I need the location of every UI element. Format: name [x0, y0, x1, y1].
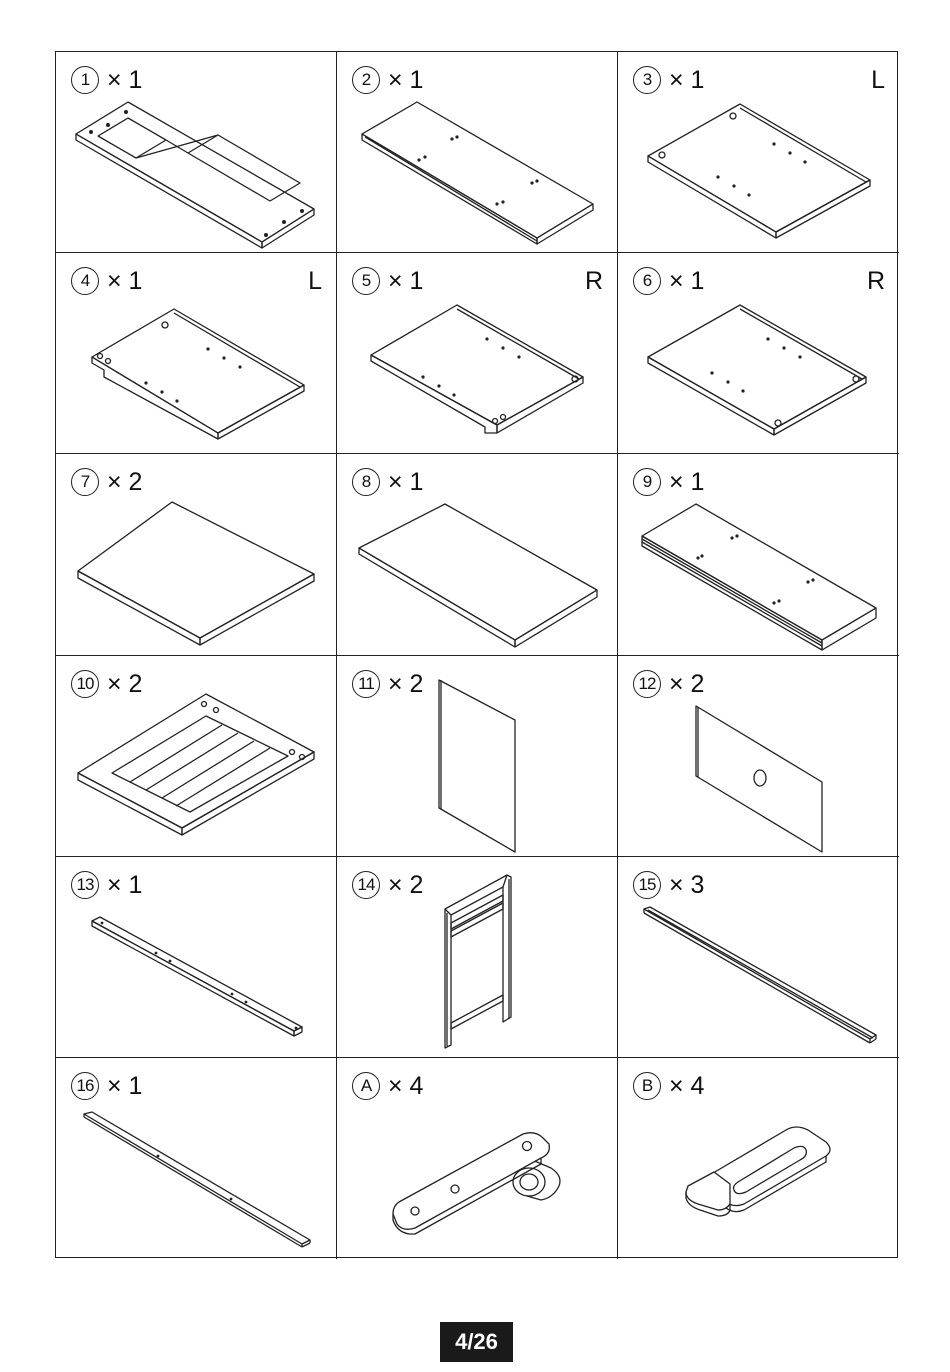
part-number: 16 [71, 1072, 99, 1100]
part-cell-5 [337, 253, 618, 454]
back-panel-with-hole-illustration [618, 656, 899, 857]
flat-board-illustration [56, 454, 337, 655]
side-panel-left-illustration [56, 253, 337, 454]
slatted-door-illustration [56, 656, 337, 857]
part-number: A [352, 1072, 380, 1100]
part-number: B [633, 1072, 661, 1100]
part-number: 15 [633, 871, 661, 899]
part-number: 9 [633, 468, 661, 496]
part-cell-13 [56, 857, 337, 1058]
side-marker: L [308, 267, 322, 296]
part-quantity: × 1 [388, 66, 424, 94]
part-quantity: × 3 [669, 870, 705, 899]
part-cell-1 [56, 52, 337, 253]
part-cell-15 [618, 857, 899, 1058]
part-number: 7 [71, 468, 99, 496]
part-number: 5 [352, 267, 380, 295]
part-quantity: × 1 [669, 267, 705, 296]
track-rail-illustration [618, 857, 899, 1058]
slotted-clip-illustration [618, 1058, 899, 1259]
part-number: 6 [633, 267, 661, 295]
part-number: 8 [352, 468, 380, 496]
part-cell-8 [337, 454, 618, 655]
part-number: 12 [633, 670, 661, 698]
flat-board-illustration [337, 454, 618, 655]
part-cell-9 [618, 454, 899, 655]
frame-panel-illustration [56, 52, 337, 253]
part-cell-16 [56, 1058, 337, 1259]
part-quantity: × 2 [107, 468, 143, 497]
page-number: 4/26 [440, 1322, 513, 1362]
part-quantity: × 1 [669, 66, 705, 94]
side-frame-illustration [337, 857, 618, 1058]
part-cell-A [337, 1058, 618, 1259]
side-panel-left-illustration [618, 52, 899, 253]
roller-bracket-illustration [337, 1058, 618, 1259]
side-marker: R [584, 267, 603, 296]
part-quantity: × 2 [107, 669, 143, 698]
part-number: 2 [352, 66, 380, 94]
part-quantity: × 4 [669, 1071, 705, 1100]
part-number: 3 [633, 66, 661, 94]
parts-grid [55, 51, 898, 1258]
part-cell-14 [337, 857, 618, 1058]
part-quantity: × 1 [669, 468, 705, 497]
part-number: 10 [71, 670, 99, 698]
part-quantity: × 1 [388, 468, 424, 497]
side-panel-right-illustration [618, 253, 899, 454]
panel-illustration [337, 52, 618, 253]
part-number: 11 [352, 670, 380, 698]
part-quantity: × 1 [107, 870, 143, 899]
side-marker: R [866, 267, 885, 296]
part-quantity: × 4 [388, 1071, 424, 1100]
part-quantity: × 1 [107, 267, 143, 296]
part-cell-10 [56, 656, 337, 857]
grooved-panel-illustration [618, 454, 899, 655]
part-cell-11 [337, 656, 618, 857]
part-cell-12 [618, 656, 899, 857]
part-quantity: × 2 [669, 669, 705, 698]
part-number: 14 [352, 871, 380, 899]
part-cell-3 [618, 52, 899, 253]
part-number: 4 [71, 267, 99, 295]
side-panel-right-illustration [337, 253, 618, 454]
part-cell-7 [56, 454, 337, 655]
side-marker: L [871, 66, 885, 94]
part-quantity: × 1 [388, 267, 424, 296]
part-quantity: × 2 [388, 870, 424, 899]
part-number: 1 [71, 66, 99, 94]
part-cell-2 [337, 52, 618, 253]
flat-bar-illustration [56, 1058, 337, 1259]
part-cell-6 [618, 253, 899, 454]
back-panel-illustration [337, 656, 618, 857]
part-cell-4 [56, 253, 337, 454]
part-quantity: × 2 [388, 669, 424, 698]
part-quantity: × 1 [107, 66, 143, 94]
part-quantity: × 1 [107, 1071, 143, 1100]
rail-illustration [56, 857, 337, 1058]
part-cell-B [618, 1058, 899, 1259]
part-number: 13 [71, 871, 99, 899]
